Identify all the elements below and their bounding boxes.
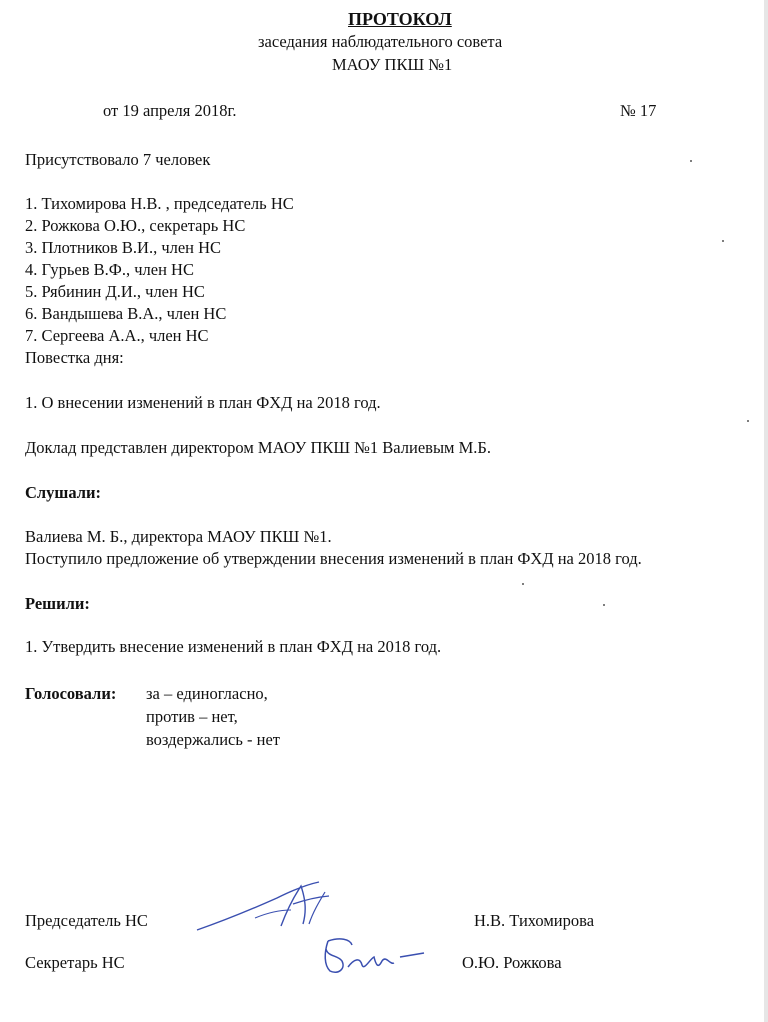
voting-heading: Голосовали: [25,684,117,703]
scan-speck [690,160,692,162]
scan-edge-shadow [764,0,768,1022]
vote-against: против – нет, [146,707,238,726]
heard-proposal: Поступило предложение об утверждении внесения изменений в план ФХД на 2018 год. [25,549,642,568]
member-item: 4. Гурьев В.Ф., член НС [25,260,194,279]
member-item: 1. Тихомирова Н.В. , председатель НС [25,194,294,213]
document-subtitle: заседания наблюдательного совета [258,32,503,51]
agenda-item: 1. О внесении изменений в план ФХД на 2018 год. [25,393,381,412]
scan-speck [747,420,749,422]
chair-signature [195,880,345,940]
heard-heading: Слушали: [25,483,102,502]
secretary-name: О.Ю. Рожкова [462,953,562,972]
scan-speck [603,604,605,606]
meeting-date: от 19 апреля 2018г. [103,101,237,120]
secretary-signature [320,935,430,980]
scan-speck [522,583,524,585]
member-item: 6. Вандышева В.А., член НС [25,304,227,323]
member-item: 2. Рожкова О.Ю., секретарь НС [25,216,246,235]
agenda-heading: Повестка дня: [25,348,124,367]
decided-heading: Решили: [25,594,90,613]
scan-speck [722,240,724,242]
decided-item: 1. Утвердить внесение изменений в план ФХД на 2018 год. [25,637,442,656]
protocol-number: № 17 [620,101,657,120]
heard-speaker: Валиева М. Б., директора МАОУ ПКШ №1. [25,527,332,546]
member-item: 7. Сергеева А.А., член НС [25,326,209,345]
organization-name: МАОУ ПКШ №1 [332,55,453,74]
secretary-role: Секретарь НС [25,953,125,972]
document-title: ПРОТОКОЛ [348,9,452,29]
vote-for: за – единогласно, [146,684,268,703]
vote-abstained: воздержались - нет [146,730,281,749]
report-line: Доклад представлен директором МАОУ ПКШ №1 Валиевым М.Б. [25,438,491,457]
chair-role: Председатель НС [25,911,148,930]
attendance-summary: Присутствовало 7 человек [25,150,211,169]
member-item: 5. Рябинин Д.И., член НС [25,282,205,301]
member-item: 3. Плотников В.И., член НС [25,238,222,257]
chair-name: Н.В. Тихомирова [474,911,595,930]
